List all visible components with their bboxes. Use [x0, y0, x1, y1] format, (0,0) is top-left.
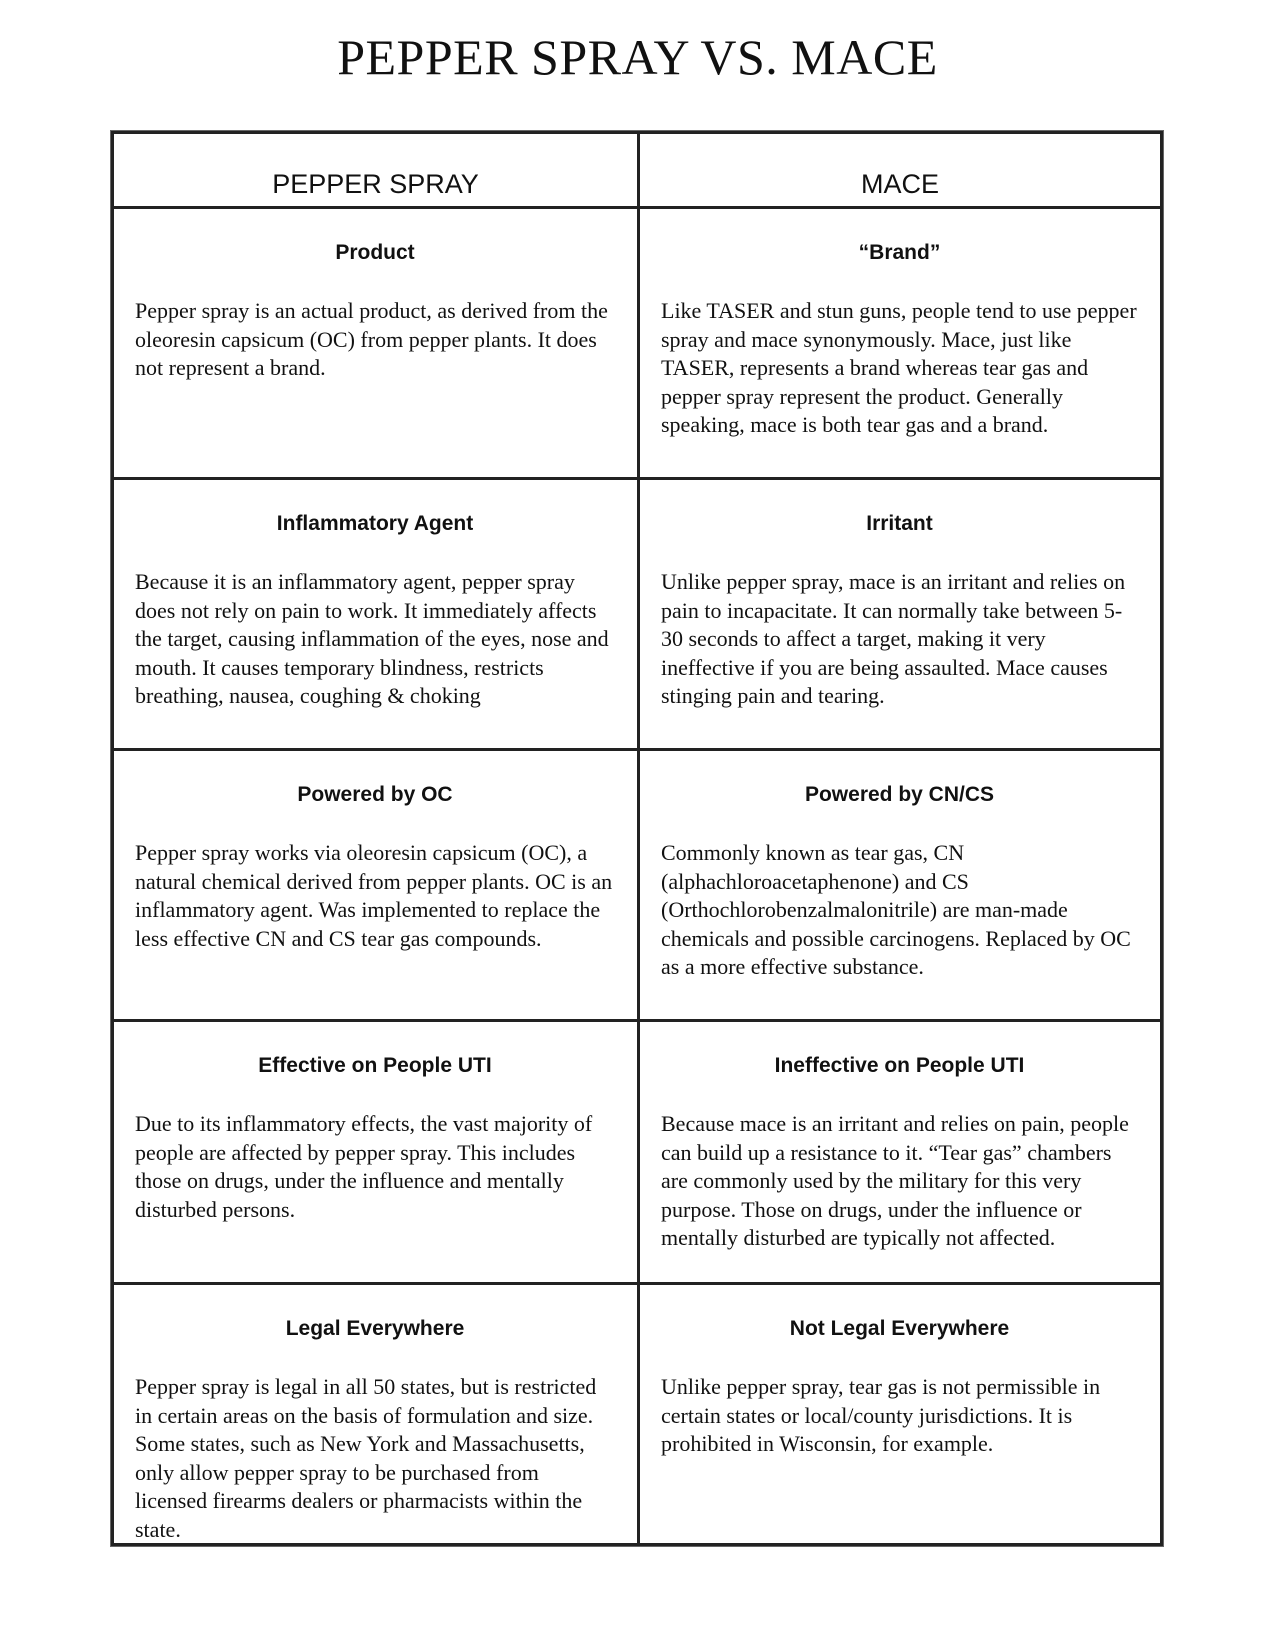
cell-heading: Powered by CN/CS: [804, 783, 995, 806]
cell-text: Unlike pepper spray, mace is an irritant and relies on pain to incapacitate. It can normally take between 5-30 seconds to affect a target, making it very ineffective if you are being assaulted. Mace causes stinging pain and tearing.: [661, 569, 1126, 709]
mace-cell: [637, 1022, 1160, 1282]
table-row: [114, 206, 1160, 477]
cell-heading: Powered by OC: [297, 783, 453, 806]
cell-text: Because it is an inflammatory agent, pepper spray does not rely on pain to work. It immediately affects the target, causing inflammation of the eyes, nose and mouth. It causes temporary blindness, restricts breathing, nausea, coughing & choking: [135, 569, 609, 709]
column-header-pepper-spray: PEPPER SPRAY: [272, 169, 479, 199]
pepper-spray-cell: [114, 1022, 637, 1282]
cell-heading: Irritant: [866, 512, 933, 535]
cell-text: Due to its inflammatory effects, the vast majority of people are affected by pepper spray. This includes those on drugs, under the influence and mentally disturbed persons.: [135, 1111, 593, 1222]
cell-text: Pepper spray is legal in all 50 states, but is restricted in certain areas on the basis of formulation and size. Some states, such as New York and Massachusetts, only allow pepper spray to be purchased from licensed firearms dealers or pharmacists within the state.: [135, 1374, 597, 1542]
cell-text: Unlike pepper spray, tear gas is not permissible in certain states or local/county jurisdictions. It is prohibited in Wisconsin, for example.: [661, 1374, 1101, 1457]
column-header-mace: MACE: [637, 134, 1160, 206]
mace-cell: [637, 209, 1160, 477]
pepper-spray-cell: [114, 751, 637, 1019]
cell-heading: Product: [335, 241, 415, 264]
cell-heading: Inflammatory Agent: [276, 512, 474, 535]
cell-text: Because mace is an irritant and relies on pain, people can build up a resistance to it. “Tear gas” chambers are commonly used by the military for this very purpose. Those on drugs, under the influence or mentally disturbed are typically not affected.: [661, 1111, 1129, 1251]
pepper-spray-cell: [114, 209, 637, 477]
cell-heading: Legal Everywhere: [285, 1317, 465, 1340]
cell-heading: Ineffective on People UTI: [774, 1054, 1025, 1077]
cell-heading: Not Legal Everywhere: [789, 1317, 1010, 1340]
cell-text: Commonly known as tear gas, CN (alphachloroacetaphenone) and CS (Orthochlorobenzalmalonitrile) are man-made chemicals and possible carcinogens. Replaced by OC as a more effective substance.: [661, 840, 1131, 980]
table-row: [114, 1282, 1160, 1543]
comparison-table: [111, 131, 1163, 1546]
cell-heading: Effective on People UTI: [258, 1054, 492, 1077]
mace-cell: [637, 480, 1160, 748]
cell-text: Pepper spray is an actual product, as derived from the oleoresin capsicum (OC) from pepper plants. It does not represent a brand.: [135, 298, 608, 381]
table-row: [114, 1019, 1160, 1282]
table-row: [114, 748, 1160, 1019]
pepper-spray-cell: [114, 480, 637, 748]
pepper-spray-cell: [114, 1285, 637, 1543]
cell-text: Like TASER and stun guns, people tend to use pepper spray and mace synonymously. Mace, just like TASER, represents a brand whereas tear gas and pepper spray represent the product. Generally speaking, mace is both tear gas and a brand.: [661, 298, 1137, 438]
table-header-row: [114, 134, 1160, 206]
page-title: PEPPER SPRAY VS. MACE: [337, 29, 938, 85]
cell-heading: “Brand”: [858, 241, 941, 264]
mace-cell: [637, 1285, 1160, 1543]
cell-text: Pepper spray works via oleoresin capsicum (OC), a natural chemical derived from pepper plants. OC is an inflammatory agent. Was implemented to replace the less effective CN and CS tear gas compounds.: [135, 840, 613, 951]
mace-cell: [637, 751, 1160, 1019]
table-row: [114, 477, 1160, 748]
